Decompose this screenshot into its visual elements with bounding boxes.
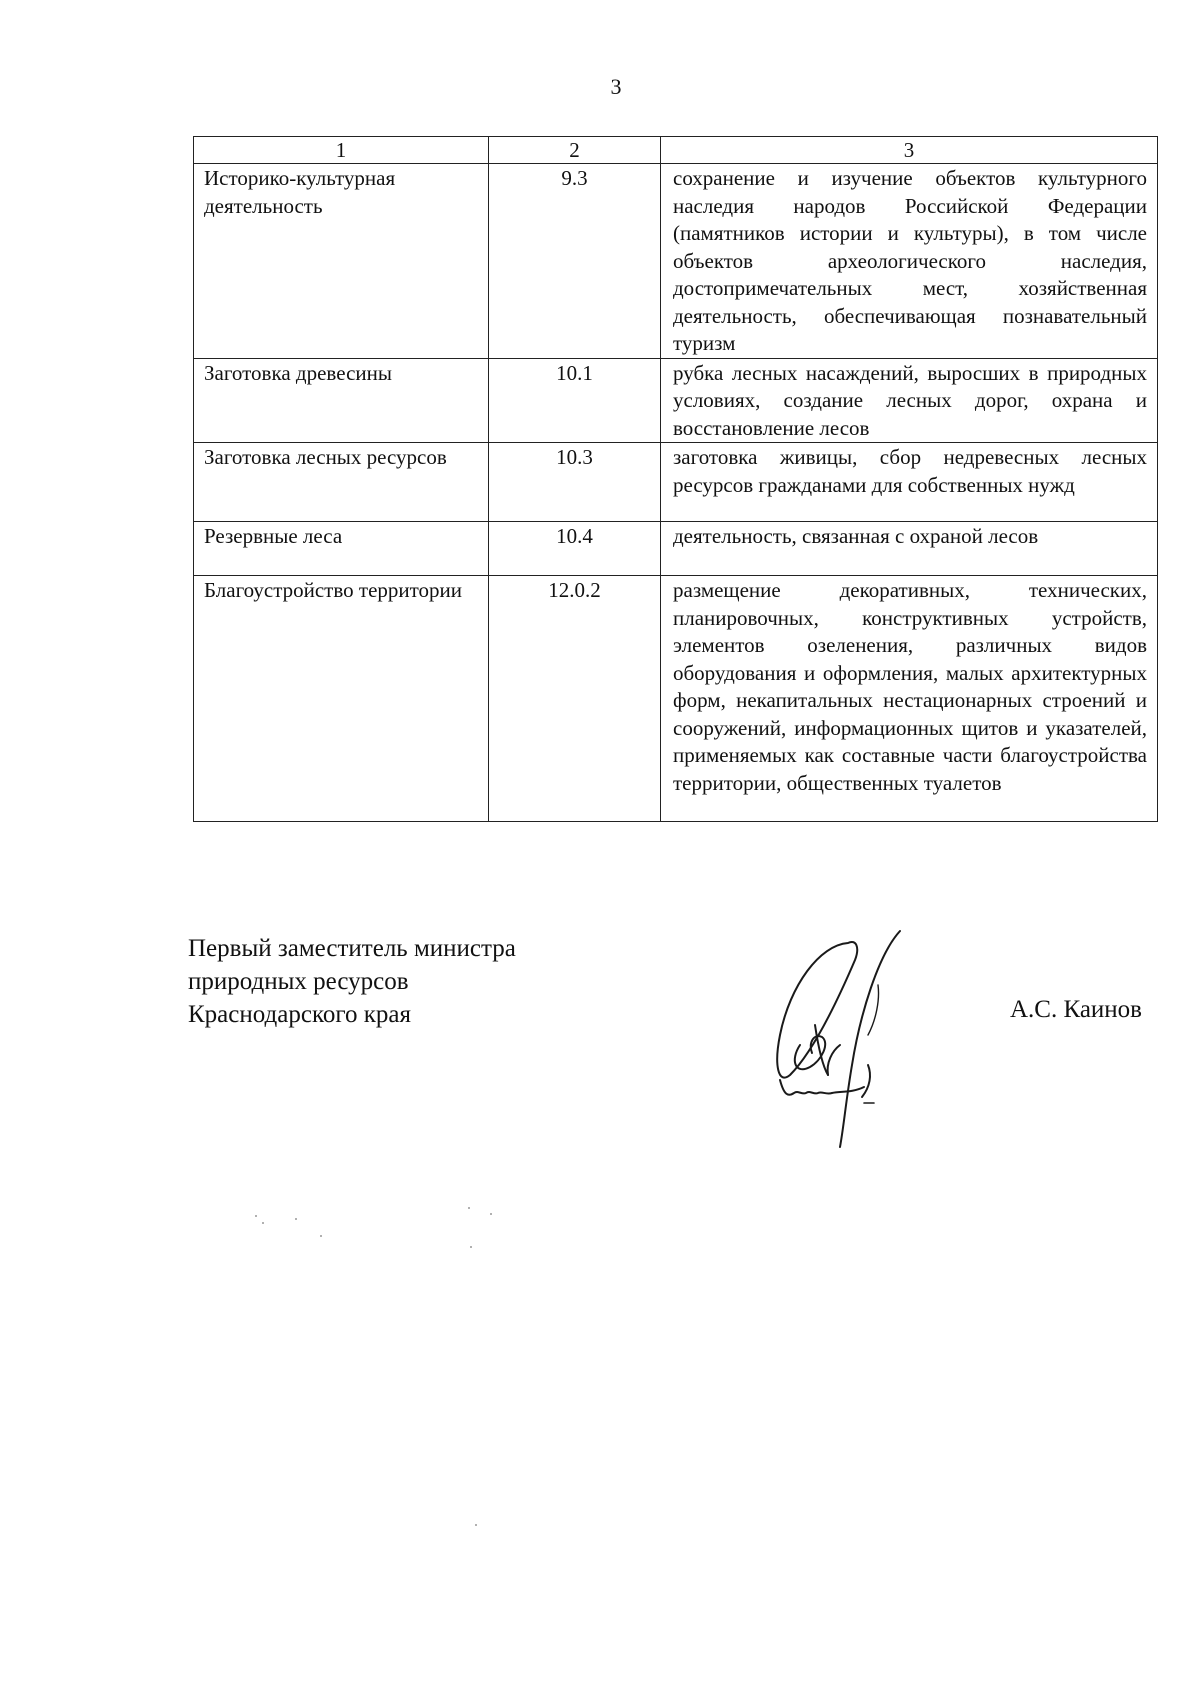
scan-speck	[295, 1218, 297, 1220]
scan-speck	[490, 1213, 492, 1215]
use-type-name: Заготовка древесины	[194, 358, 489, 443]
scan-speck	[470, 1246, 472, 1248]
scan-speck	[468, 1207, 470, 1209]
use-type-code: 10.3	[489, 443, 661, 522]
use-type-name: Благоустройство территории	[194, 576, 489, 822]
page-number: 3	[610, 74, 622, 99]
use-type-description: сохранение и изучение объектов культурного наследия народов Российской Федерации (памятников истории и культуры), в том числе объектов археологического наследия, достопримечательных мест, хозяйственная деятельность, обеспечивающая познавательный туризм	[661, 164, 1158, 359]
column-header-1: 1	[194, 137, 489, 164]
use-type-code: 9.3	[489, 164, 661, 359]
position-line: природных ресурсов	[188, 968, 409, 995]
position-line: Первый заместитель министра	[188, 935, 516, 962]
use-type-code: 10.1	[489, 358, 661, 443]
use-type-name: Заготовка лесных ресурсов	[194, 443, 489, 522]
handwritten-signature	[760, 925, 950, 1150]
table-row	[194, 358, 1158, 443]
table-header-row	[194, 137, 1158, 164]
use-type-description: рубка лесных насаждений, выросших в природных условиях, создание лесных дорог, охрана и восстановление лесов	[661, 358, 1158, 443]
use-type-description: размещение декоративных, технических, планировочных, конструктивных устройств, элементов озеленения, различных видов оборудования и оформления, малых архитектурных форм, некапитальных нестационарных строений и сооружений, информационных щитов и указателей, применяемых как составные части благоустройства территории, общественных туалетов	[661, 576, 1158, 822]
use-type-name: Резервные леса	[194, 522, 489, 576]
scan-speck	[255, 1215, 257, 1217]
position-line: Краснодарского края	[188, 1001, 411, 1028]
land-use-table	[193, 136, 1158, 822]
table-row	[194, 576, 1158, 822]
column-header-2: 2	[489, 137, 661, 164]
scan-speck	[475, 1524, 477, 1526]
signatory-position	[188, 932, 668, 1031]
use-type-name: Историко-культурная деятельность	[194, 164, 489, 359]
scan-speck	[320, 1235, 322, 1237]
use-type-description: заготовка живицы, сбор недревесных лесных ресурсов гражданами для собственных нужд	[661, 443, 1158, 522]
use-type-description: деятельность, связанная с охраной лесов	[661, 522, 1158, 576]
table-row	[194, 443, 1158, 522]
use-type-code: 12.0.2	[489, 576, 661, 822]
signer-name: А.С. Каинов	[1010, 996, 1142, 1023]
table-row	[194, 164, 1158, 359]
use-type-code: 10.4	[489, 522, 661, 576]
column-header-3: 3	[661, 137, 1158, 164]
table-row	[194, 522, 1158, 576]
scan-speck	[262, 1222, 264, 1224]
